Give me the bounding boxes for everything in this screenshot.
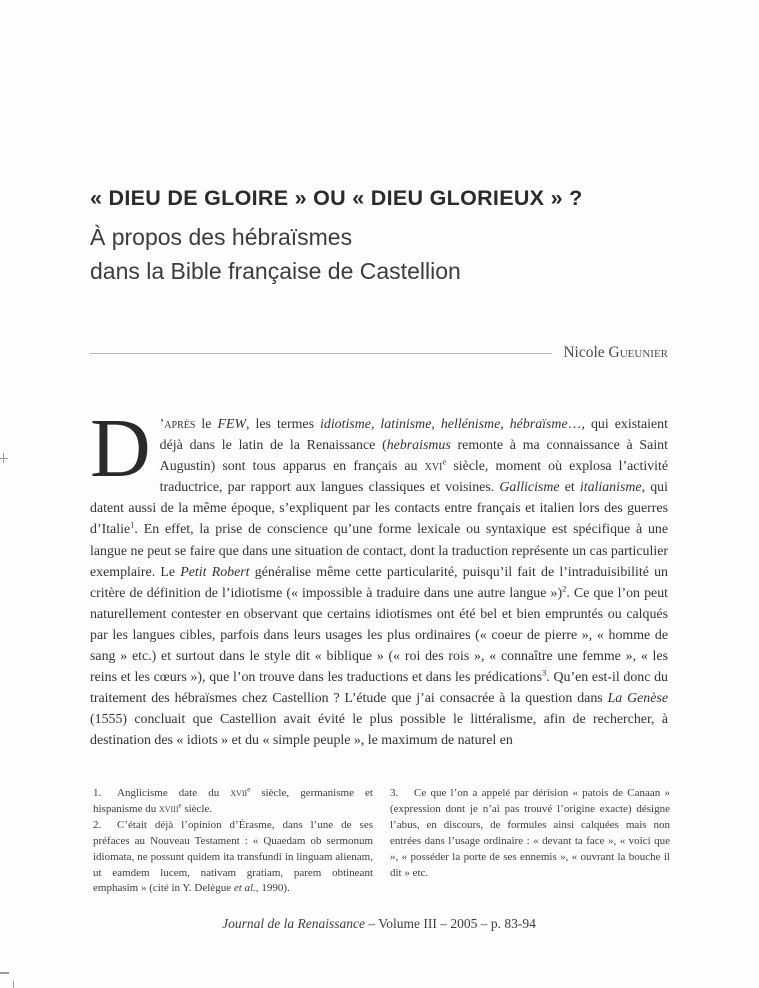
article-header [90,186,672,288]
crop-mark-bottom-tick [13,981,14,988]
article-title: « DIEU DE GLOIRE » OU « DIEU GLORIEUX » ? [90,186,583,210]
body-paragraph [90,402,669,752]
footnote-3-text: Ce que l’on a appelé par dérision « patois de Canaan » (expression dont je n’ai pas trouvé l’origine exacte) désigne l’abus, en discours, de formules ainsi calquées mais non entrées dans l’usage ordinaire : « devant ta face », « voici que », « posséder la porte de ses ennemis », « ouvrant la bouche il dit » etc. [390,787,670,879]
subtitle-line-2: dans la Bible française de Castellion [90,258,461,284]
footnote-3-number: 3. [390,787,399,799]
author-name: Nicole Gueunier [563,344,668,361]
crop-mark-left-horizontal [0,458,8,459]
footnote-column-right [390,786,670,897]
author-rule [90,353,552,354]
crop-mark-bottom-dash [0,972,9,974]
footnote-2 [93,818,373,898]
author-row [90,344,668,362]
footnote-column-left [93,786,373,897]
article-subtitle [90,220,672,288]
crop-mark-left-vertical [3,453,4,463]
footnote-2-number: 2. [93,818,102,831]
subtitle-line-1: À propos des hébraïsmes [90,224,353,250]
drop-cap: D [90,402,151,495]
footnote-3 [390,786,670,881]
footnote-1-text: Anglicisme date du xvii$^e$ siècle, germanisme et hispanisme du xviii$^e$ siècle. [93,786,373,815]
footnote-1-number: 1. [93,787,102,799]
footer-text: Journal de la Renaissance – Volume III – 2005 – p. 83-94 [222,916,536,931]
footnote-2-text: C’était déjà l’opinion d’Érasme, dans l’une de ses préfaces au Nouveau Testament : « Quaedam ob sermonum idiomata, ne possunt quidem ita transfundi in linguam alienam, ut eamdem lucem, nativam gratiam, parem obtineant emphasim » (cité in Y. Delègue et al., 1990). [93,818,373,895]
body-text: ’après le FEW, les termes idiotisme, latinisme, hellénisme, hébraïsme…, qui existaient déjà dans le latin de la Renaissance (hebraismus remonte à ma connaissance à Saint Augustin) sont tous apparus en français au xvi$^e$ siècle, moment où explosa l’activité traductrice, par rapport aux langues classiques et voisines. Gallicisme et italianisme, qui datent aussi de la même époque, s’expliquent par les contacts entre français et italien lors des guerres d’Italie$^1$. En effet, la prise de conscience qu’une forme lexicale ou syntaxique est spécifique à une langue ne peut se faire que dans une situation de contact, dont la traduction représente un cas particulier exemplaire. Le Petit Robert généralise même cette particularité, puisqu’il fait de l’intraduisibilité un critère de définition de l’idiotisme (« impossible à traduire dans une autre langue »)$^2$. Ce que l’on peut naturellement contester en observant que certains idiotismes ont été bel et bien empruntés ou calqués par les langues cibles, parfois dans leurs usages les plus ordinaires (« coeur de pierre », « homme de sang » etc.) et surtout dans le style dit « biblique » (« roi des rois », « connaître une femme », « les reins et les cœurs »), que l’on trouve dans les traductions et dans les prédications$^3$. Qu’en est-il donc du traitement des hébraïsmes chez Castellion ? L’étude que j’ai consacrée à la question dans La Genèse (1555) concluait que Castellion avait évité le plus possible le littéralisme, afin de rechercher, à destination des « idiots » et du « simple peuple », le maximum de naturel en [90,417,669,749]
footnotes-section [93,786,670,897]
footnote-1 [93,786,373,818]
page-footer [90,916,668,932]
